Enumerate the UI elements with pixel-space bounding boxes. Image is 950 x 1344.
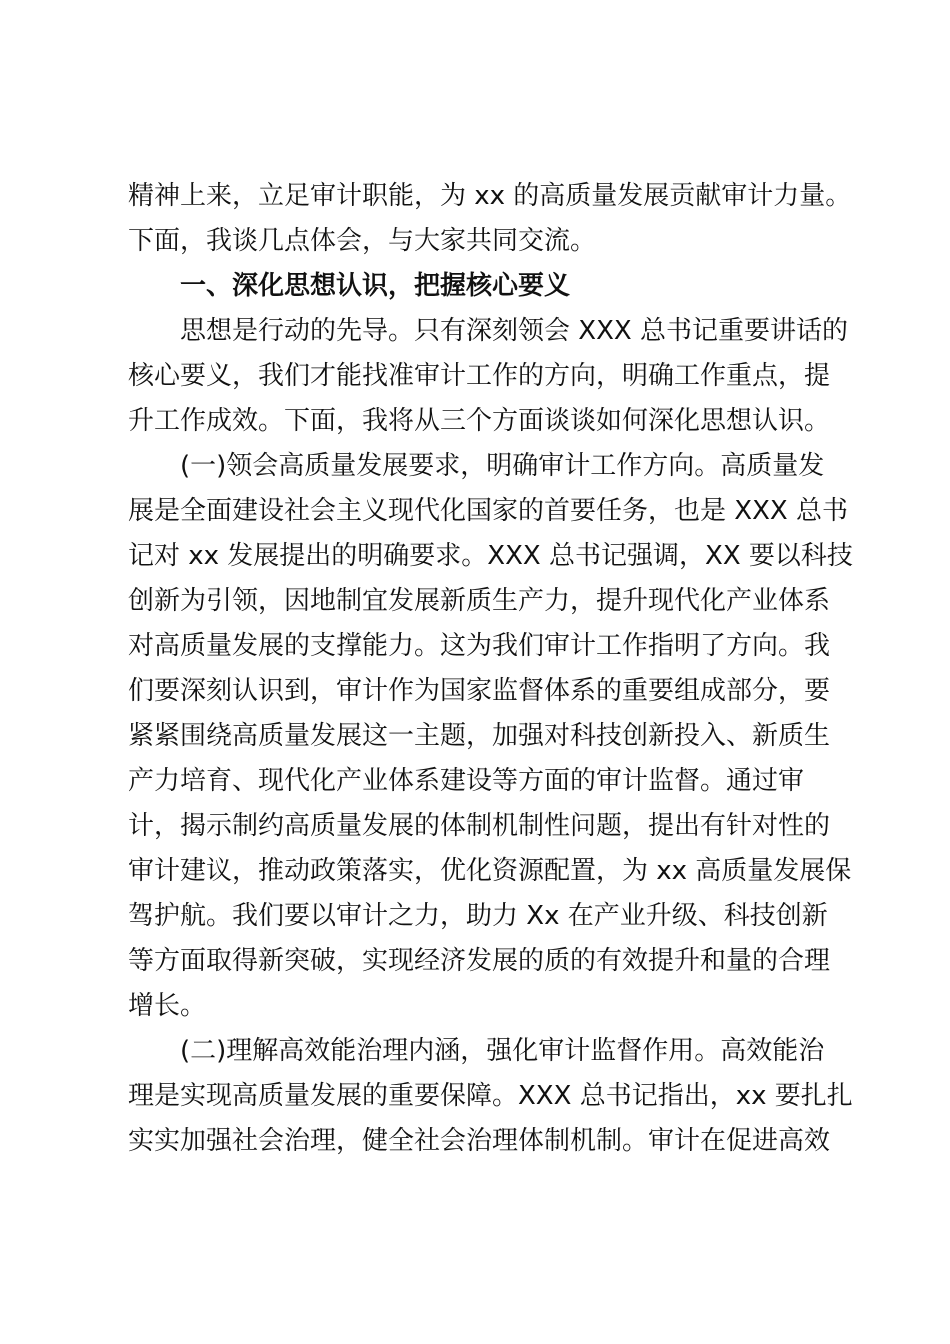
- text-line: 展是全面建设社会主义现代化国家的首要任务，也是 XXX 总书: [128, 496, 848, 526]
- text-line: 理是实现高质量发展的重要保障。XXX 总书记指出，xx 要扎扎: [128, 1081, 853, 1111]
- subsection-line: (一)领会高质量发展要求，明确审计工作方向。高质量发: [180, 451, 825, 481]
- text-line: 等方面取得新突破，实现经济发展的质的有效提升和量的合理: [128, 946, 831, 976]
- section-heading: 一、深化思想认识，把握核心要义: [180, 271, 571, 301]
- text-line: 计，揭示制约高质量发展的体制机制性问题，提出有针对性的: [128, 811, 831, 841]
- text-line: 创新为引领，因地制宜发展新质生产力，提升现代化产业体系: [128, 586, 831, 616]
- text-line: 紧紧围绕高质量发展这一主题，加强对科技创新投入、新质生: [128, 721, 831, 751]
- text-line: 思想是行动的先导。只有深刻领会 XXX 总书记重要讲话的: [180, 316, 848, 346]
- text-line: 产力培育、现代化产业体系建设等方面的审计监督。通过审: [128, 766, 805, 796]
- text-line: 驾护航。我们要以审计之力，助力 Xx 在产业升级、科技创新: [128, 901, 828, 931]
- text-line: 下面，我谈几点体会，与大家共同交流。: [128, 226, 597, 256]
- text-line: 对高质量发展的支撑能力。这为我们审计工作指明了方向。我: [128, 631, 831, 661]
- subsection-line: (二)理解高效能治理内涵，强化审计监督作用。高效能治: [180, 1036, 825, 1066]
- text-line: 们要深刻认识到，审计作为国家监督体系的重要组成部分，要: [128, 676, 831, 706]
- text-line: 增长。: [128, 991, 207, 1021]
- text-line: 实实加强社会治理，健全社会治理体制机制。审计在促进高效: [128, 1126, 831, 1156]
- text-line: 升工作成效。下面，我将从三个方面谈谈如何深化思想认识。: [128, 406, 831, 436]
- text-line: 精神上来，立足审计职能，为 xx 的高质量发展贡献审计力量。: [128, 181, 852, 211]
- text-line: 记对 xx 发展提出的明确要求。XXX 总书记强调，XX 要以科技: [128, 541, 853, 571]
- text-line: 核心要义，我们才能找准审计工作的方向，明确工作重点，提: [128, 361, 831, 391]
- text-line: 审计建议，推动政策落实，优化资源配置，为 xx 高质量发展保: [128, 856, 852, 886]
